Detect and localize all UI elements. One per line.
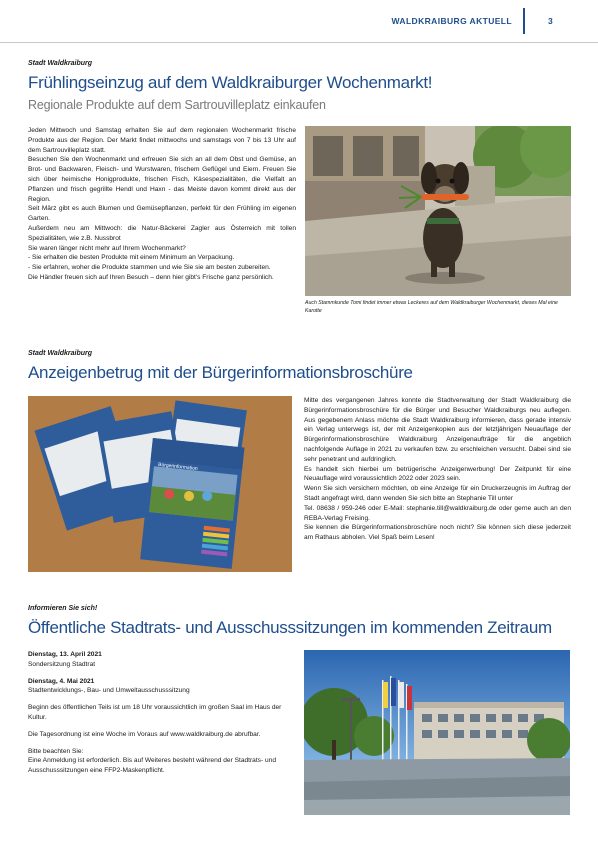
article2-kicker: Stadt Waldkraiburg bbox=[28, 350, 93, 357]
article1-title: Frühlingseinzug auf dem Waldkraiburger Wochenmarkt! bbox=[28, 73, 433, 92]
note: Bitte beachten Sie: bbox=[28, 747, 84, 755]
meeting-description: Sondersitzung Stadtrat bbox=[28, 660, 96, 668]
paragraph: Tel. 08638 / 959-246 oder E-Mail: stephanie.till@waldkraiburg.de oder gerne auch an den REBA-Verlag Freising. bbox=[304, 504, 571, 522]
paragraph: - Sie erhalten die besten Produkte mit einem Minimum an Verpackung. bbox=[28, 254, 235, 262]
article3-title: Öffentliche Stadtrats- und Ausschusssitzungen im kommenden Zeitraum bbox=[28, 618, 552, 637]
page-number: 3 bbox=[548, 16, 553, 26]
city-hall-photo bbox=[304, 650, 570, 815]
paragraph: Besuchen Sie den Wochenmarkt und erfreuen Sie sich an all dem Obst und Gemüse, an Brot- und Backwaren, Fleisch- und Wurstwaren, frischem Geflügel und Eiern. Freuen Sie sich über heimische Honigprodukte, frischen Fisch, Käsespezialitäten, die Vielfalt an Pflanzen und frisch gegrillte Hendl und Haxn - das Meiste davon kommt direkt aus der Region. bbox=[28, 156, 296, 203]
brochure-photo bbox=[28, 396, 292, 572]
article1-kicker: Stadt Waldkraiburg bbox=[28, 60, 93, 67]
note: Eine Anmeldung ist erforderlich. Bis auf Weiteres besteht während der Stadtrats- und Ausschusssitzungen eine FFP2-Maskenpflicht. bbox=[28, 757, 277, 775]
meeting-description: Stadtentwicklungs-, Bau- und Umweltausschusssitzung bbox=[28, 687, 190, 695]
paragraph: Es handelt sich hierbei um betrügerische Anzeigenwerbung! Der Zeitpunkt für eine Neuauflage wird voraussichtlich 2022 oder 2023 sein. bbox=[304, 465, 571, 483]
paragraph: Außerdem neu am Mittwoch: die Natur-Bäckerei Zagler aus Österreich mit tollen Spezialitäten, wie z.B. Nussbrot bbox=[28, 224, 296, 242]
article1-body bbox=[28, 126, 296, 283]
paragraph: - Sie erfahren, woher die Produkte stammen und wie Sie sie am besten zubereiten. bbox=[28, 264, 271, 272]
paragraph: Die Händler freuen sich auf Ihren Besuch – denn hier gibt's Frische ganz persönlich. bbox=[28, 273, 274, 281]
paragraph: Sie kennen die Bürgerinformationsbroschüre noch nicht? Sie können sich diese jederzeit am Rathaus abholen. Viel Spaß beim Lesen! bbox=[304, 524, 571, 542]
note: Die Tagesordnung ist eine Woche im Voraus auf www.waldkraiburg.de abrufbar. bbox=[28, 730, 261, 738]
note: Beginn des öffentlichen Teils ist um 18 Uhr voraussichtlich im großen Saal im Haus der Kultur. bbox=[28, 704, 282, 721]
section-title: WALDKRAIBURG AKTUELL bbox=[391, 16, 512, 26]
paragraph: Jeden Mittwoch und Samstag erhalten Sie auf dem regionalen Wochenmarkt frische Produkte aus der Region. Der Markt findet mittwochs und samstags von 7 bis 13 Uhr auf dem Sartrouvilleplatz statt. bbox=[28, 127, 296, 154]
article3-kicker: Informieren Sie sich! bbox=[28, 605, 98, 612]
article1-subtitle: Regionale Produkte auf dem Sartrouvilleplatz einkaufen bbox=[28, 98, 326, 112]
paragraph: Seit März gibt es auch Blumen und Gemüsepflanzen, perfekt für den Frühling im eigenen Garten. bbox=[28, 205, 296, 223]
article2-title: Anzeigenbetrug mit der Bürgerinformationsbroschüre bbox=[28, 363, 413, 382]
meeting-date: Dienstag, 13. April 2021 bbox=[28, 651, 102, 658]
brochure-cover-title: Bürgerinformation bbox=[157, 461, 198, 473]
article2-body bbox=[304, 396, 571, 543]
page-header bbox=[0, 0, 598, 46]
article3-body bbox=[28, 650, 296, 776]
meeting-date: Dienstag, 4. Mai 2021 bbox=[28, 677, 95, 685]
header-divider bbox=[523, 8, 525, 34]
paragraph: Wenn Sie sich versichern möchten, ob eine Anzeige für ein Druckerzeugnis im Auftrag der Stadt angefragt wird, dann wenden Sie sich bitte an Stephanie Till unter bbox=[304, 485, 571, 502]
header-rule bbox=[0, 42, 598, 43]
dog-photo bbox=[305, 126, 571, 296]
dog-photo-caption: Auch Stammkunde Tomi findet immer etwas Leckeres auf dem Waldkraiburger Wochenmarkt, dieses Mal eine Karotte bbox=[305, 300, 558, 314]
paragraph: Sie waren länger nicht mehr auf Ihrem Wochenmarkt? bbox=[28, 244, 186, 252]
paragraph: Mitte des vergangenen Jahres konnte die Stadtverwaltung der Stadt Waldkraiburg die Bürgerinformationsbroschüre für die Bürger und Besucher Waldkraiburgs neu auflegen. Aus gegebenem Anlass möchte die Stadt Waldkraiburg informieren, dass gerade intensiv ein Verlag unterwegs ist, der mit Anzeigenkopien aus der letztjährigen Neuauflage der Bürgerinformationsbroschüre Waldkraiburg Anzeigenaufträge für die angeblich nachfolgende Auflage in 2021 zu verkaufen bzw. zu erschleichen versucht. Dabei sind sie sehr penetrant und aufdringlich. bbox=[304, 397, 571, 463]
